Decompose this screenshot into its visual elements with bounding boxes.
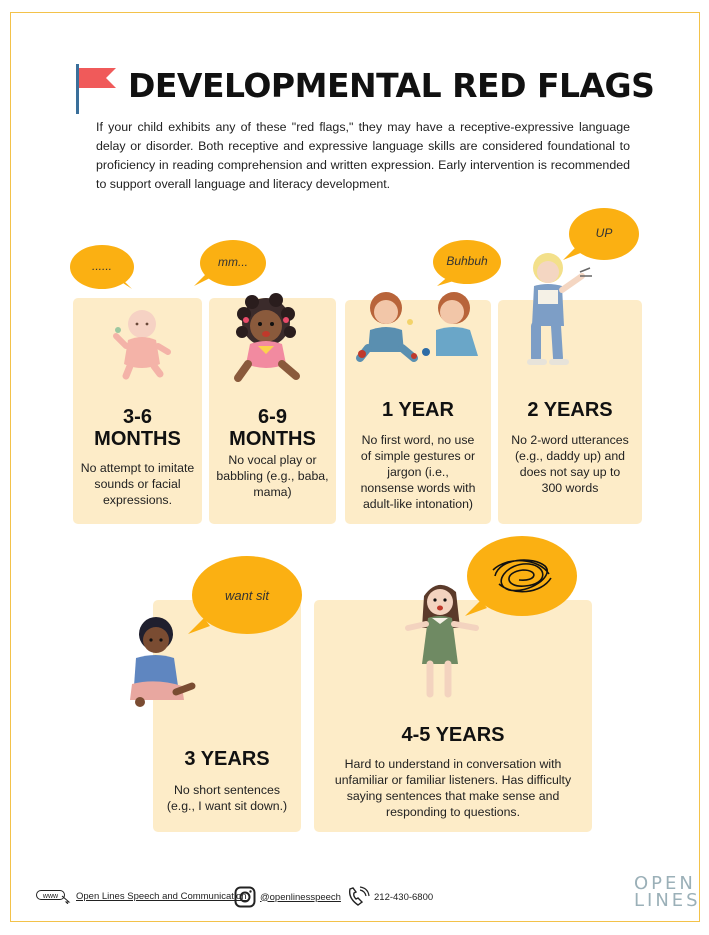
speech-bubble	[70, 245, 134, 289]
stage-age: 3 YEARS	[184, 748, 270, 770]
baby-illustration	[112, 306, 172, 378]
speech-bubble-text: Buhbuh	[446, 254, 488, 268]
speech-bubble-text: want sit	[224, 588, 270, 603]
stage-description: No first word, no use of simple gestures or jargon (i.e., nonsense words with adult-like intonation)	[360, 433, 476, 511]
speech-bubble-text: UP	[595, 226, 613, 240]
svg-text:www: www	[42, 893, 59, 900]
intro-paragraph: If your child exhibits any of these "red flags," they may have a receptive-expressive language delay or disorder. Both receptive and expressive language skills are considered foundational to proficiency in reading comprehension and written expression. Early intervention is recommended to support overall language and literacy development.	[96, 120, 630, 191]
red-flag-icon	[76, 64, 120, 114]
stage-description: No short sentences (e.g., I want sit down.)	[166, 783, 288, 813]
footer-phone[interactable]	[346, 886, 433, 908]
two-babies-illustration	[356, 286, 486, 366]
bubble-tail	[114, 277, 134, 293]
speech-bubble	[192, 556, 302, 634]
footer-website[interactable]	[36, 888, 247, 904]
instagram-icon	[234, 886, 256, 908]
stage-description: No vocal play or babbling (e.g., baba, mama)	[216, 453, 329, 499]
stage-age: 2 YEARS	[527, 399, 613, 421]
toddler-illustration	[522, 250, 594, 368]
stage-age: 3-6 MONTHS	[94, 406, 181, 450]
stage-description: No 2-word utterances (e.g., daddy up) and does not say up to 300 words	[511, 433, 629, 495]
child-illustration	[126, 612, 198, 710]
baby-illustration	[228, 294, 308, 386]
stage-age: 4-5 YEARS	[401, 724, 505, 746]
stage-description: Hard to understand in conversation with unfamiliar or familiar listeners. Has difficulty saying sentences that make sense and responding to questions.	[334, 757, 572, 819]
logo-line-2: LINES	[634, 890, 701, 911]
speech-bubble-text: ......	[91, 259, 112, 273]
instagram-handle[interactable]: @openlinesspeech	[260, 891, 341, 903]
speech-bubble	[200, 240, 266, 286]
girl-illustration	[402, 578, 486, 700]
page-title: DEVELOPMENTAL RED FLAGS	[128, 66, 655, 105]
stage-age: 1 YEAR	[382, 399, 454, 421]
stage-description: No attempt to imitate sounds or facial expressions.	[80, 461, 195, 507]
speech-bubble-text: mm...	[218, 255, 248, 269]
phone-number[interactable]: 212-430-6800	[374, 891, 434, 903]
bubble-tail	[194, 272, 214, 288]
footer-instagram[interactable]	[234, 886, 341, 908]
open-lines-logo	[634, 873, 701, 911]
website-link[interactable]: Open Lines Speech and Communication	[76, 890, 247, 902]
website-icon	[36, 888, 72, 904]
scribble-icon	[489, 554, 555, 598]
speech-bubble	[433, 240, 501, 284]
phone-icon	[346, 886, 370, 908]
stage-age: 6-9 MONTHS	[229, 406, 316, 450]
logo-line-1: OPEN	[634, 873, 696, 894]
